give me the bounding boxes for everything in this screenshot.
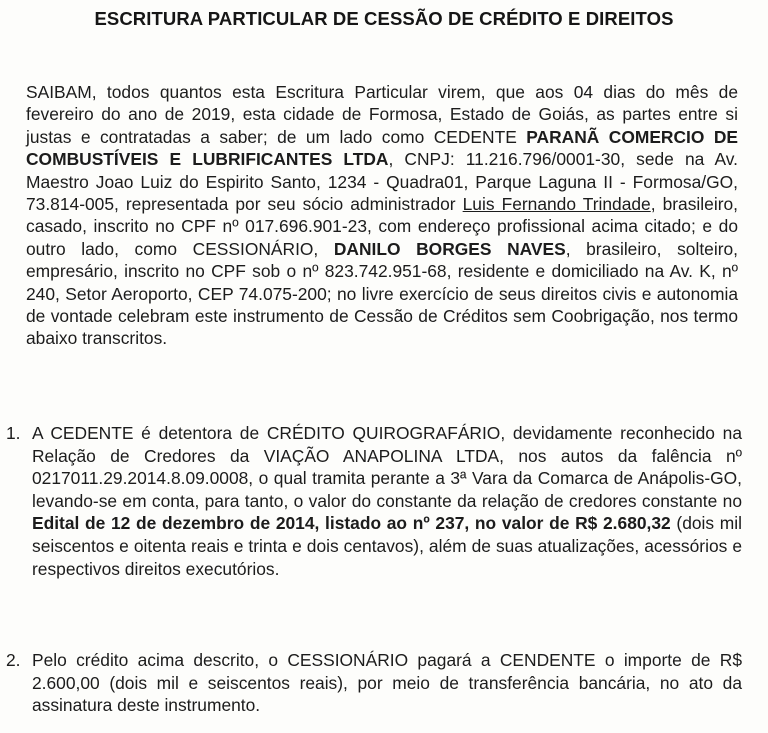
clause-2-body: Pelo crédito acima descrito, o CESSIONÁRIO pagará a CENDENTE o importe de R$ 2.600,00 (dois mil e seiscentos reais), por meio de transferência bancária, no ato da assinatura deste instrumento. xyxy=(32,650,742,716)
clause-2 xyxy=(6,649,742,717)
preamble-paragraph xyxy=(26,81,738,350)
clause-1-text-2: (dois mil seiscentos e oitenta reais e trinta e dois centavos), além de suas atualizações, acessórios e respectivos direitos executórios. xyxy=(32,513,742,579)
cessionario-name: DANILO BORGES NAVES xyxy=(333,238,566,259)
preamble-text-2: , CNPJ: 11.216.796/0001-30, sede na Av. Maestro Joao Luiz do Espirito Santo, 1234 - Quadra01, Parque Laguna II - Formosa/GO, 73.814-005, representada por seu sócio administrador xyxy=(26,149,738,215)
preamble-text-3: , brasileiro, casado, inscrito no CPF nº 017.696.901-23, com endereço profissional acima citado; e do outro lado, como CESSIONÁRIO, xyxy=(26,194,738,259)
clause-2-number: 2. xyxy=(6,650,21,670)
clause-1-edital: Edital de 12 de dezembro de 2014, listado ao nº 237, no valor de R$ 2.680,32 xyxy=(32,513,671,534)
clause-1-text-1: A CEDENTE é detentora de CRÉDITO QUIROGRAFÁRIO, devidamente reconhecido na Relação de Credores da VIAÇÃO ANAPOLINA LTDA, nos autos da falência nº 0217011.29.2014.8.09.0008, o qual tramita perante a 3ª Vara da Comarca de Anápolis-GO, levando-se em conta, para tanto, o valor do constante da relação de credores constante no xyxy=(32,423,742,511)
clause-1 xyxy=(6,422,742,580)
clause-1-body xyxy=(32,422,742,580)
document-title: ESCRITURA PARTICULAR DE CESSÃO DE CRÉDITO E DIREITOS xyxy=(94,8,674,29)
cedente-name: PARANÃ COMERCIO DE COMBUSTÍVEIS E LUBRIFICANTES LTDA xyxy=(26,126,738,170)
preamble-text-4: , brasileiro, solteiro, empresário, inscrito no CPF sob o nº 823.742.951-68, residente e domiciliado na Av. K, nº 240, Setor Aeroporto, CEP 74.075-200; no livre exercício de seus direitos civis e autonomia de vontade celebram este instrumento de Cessão de Créditos sem Coobrigação, nos termo abaixo transcritos. xyxy=(26,238,738,349)
socio-name: Luis Fernando Trindade xyxy=(462,194,651,215)
clause-1-number: 1. xyxy=(6,423,21,443)
preamble-text-1: SAIBAM, todos quantos esta Escritura Particular virem, que aos 04 dias do mês de fevereiro do ano de 2019, esta cidade de Formosa, Estado de Goiás, as partes entre si justas e contratadas a saber; de um lado como CEDENTE xyxy=(26,82,738,147)
